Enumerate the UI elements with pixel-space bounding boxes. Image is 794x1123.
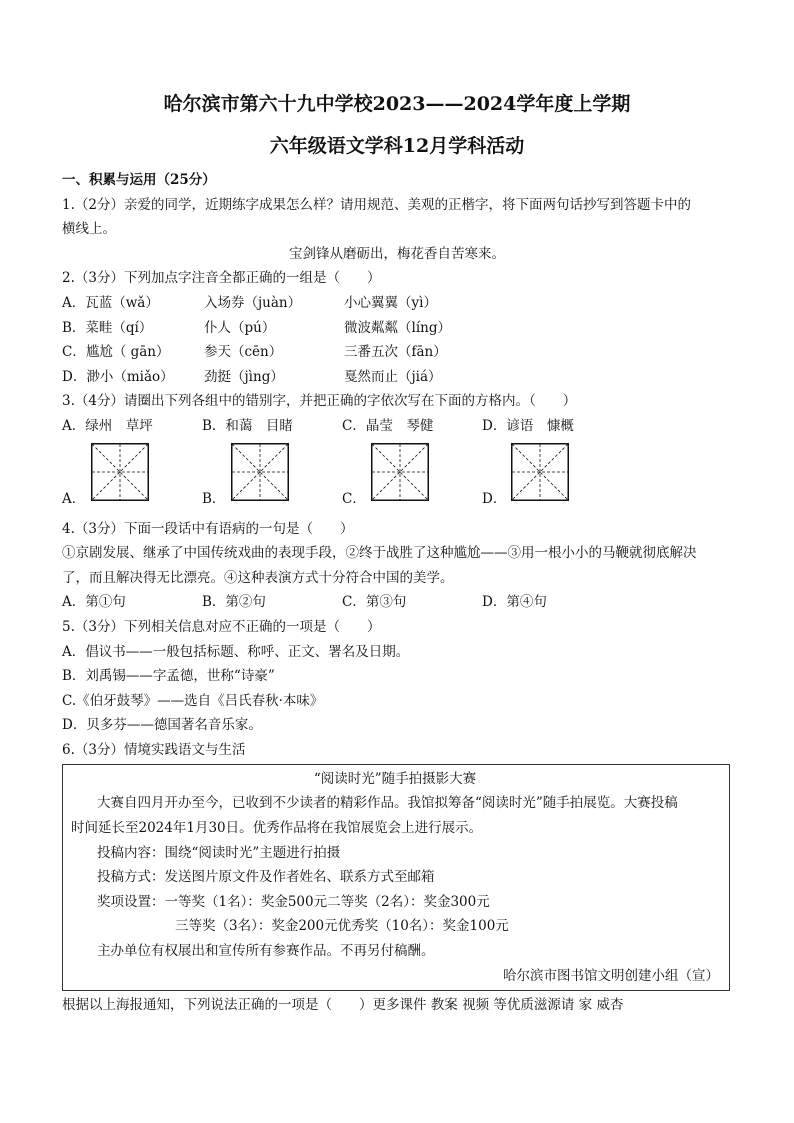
exam-title: 哈尔滨市第六十九中学校2023——2024学年度上学期 [163, 93, 631, 115]
notice-paragraph-cont: 时间延长至2024年1月30日。优秀作品将在我馆展览会上进行展示。 [71, 820, 483, 837]
q3-option-a: A．绿州 草坪 [62, 417, 153, 434]
q6-followup: 根据以上海报通知，下列说法正确的一项是（ ）更多课件 教案 视频 等优质滋源请 家 威杏 [62, 997, 624, 1014]
q3-option-d: D．谚语 慷概 [482, 417, 574, 434]
q1-stem-cont: 横线上。 [62, 221, 116, 238]
writing-grid-d[interactable] [511, 443, 569, 501]
q2-cell: 参天（cēn） [204, 344, 283, 361]
q3-option-c: C．晶莹 琴健 [342, 417, 434, 434]
q3-options [62, 414, 732, 439]
q2-row-a [62, 291, 732, 316]
q2-row-c [62, 340, 732, 365]
notice-awards: 奖项设置：一等奖（1名）：奖金500元二等奖（2名）：奖金300元 [97, 893, 490, 910]
q2-cell: 微波粼粼（líng） [344, 319, 451, 336]
q1-stem: 1.（2分）亲爱的同学，近期练字成果怎么样？请用规范、美观的正楷字，将下面两句话抄写到答题卡中的 [62, 196, 691, 213]
exam-subtitle: 六年级语文学科12月学科活动 [269, 135, 525, 157]
q4-option-c: C．第③句 [342, 594, 407, 611]
q1-quote: 宝剑锋从磨砺出，梅花香自苦寒来。 [289, 245, 505, 262]
notice-paragraph: 大赛自四月开办至今，已收到不少读者的精彩作品。我馆拟筹备“阅读时光”随手拍展览。大赛投稿 [97, 795, 678, 812]
q5-option-a: A．倡议书——一般包括标题、称呼、正文、署名及日期。 [62, 643, 410, 660]
q2-cell: D．渺小（miǎo） [62, 368, 174, 385]
exam-page [62, 92, 732, 1018]
q6-stem: 6.（3分）情境实践语文与生活 [62, 741, 246, 758]
q3-answer-grids [62, 443, 732, 511]
notice-title: “阅读时光”随手拍摄影大赛 [313, 771, 477, 788]
notice-signature: 哈尔滨市图书馆文明创建小组（宣） [503, 967, 719, 984]
q3-option-b: B．和蔼 目睹 [202, 417, 293, 434]
q2-cell: A．瓦蓝（wǎ） [62, 294, 159, 311]
writing-grid-a[interactable] [91, 443, 149, 501]
notice-method: 投稿方式：发送图片原文件及作者姓名、联系方式至邮箱 [97, 869, 435, 886]
q2-cell: 入场券（juàn） [204, 294, 302, 311]
notice-awards-cont: 三等奖（3名）：奖金200元优秀奖（10名）：奖金100元 [175, 918, 509, 935]
q2-cell: B．菜畦（qí） [62, 319, 153, 336]
section-heading: 一、积累与运用（25分） [62, 172, 216, 188]
grid-label-d: D． [482, 490, 507, 507]
q3-stem: 3.（4分）请圈出下列各组中的错别字，并把正确的字依次写在下面的方格内。（ ） [62, 393, 577, 410]
q4-stem: 4.（3分）下面一段话中有语病的一句是（ ） [62, 520, 354, 537]
q4-option-a: A．第①句 [62, 594, 126, 611]
notice-content: 投稿内容：围绕“阅读时光”主题进行拍摄 [97, 844, 341, 861]
grid-label-c: C． [342, 490, 366, 507]
q4-passage-cont: 了，而且解决得无比漂亮。④这种表演方式十分符合中国的美学。 [62, 569, 454, 586]
q2-cell: C．尴尬（ gān） [62, 344, 170, 361]
grid-label-b: B． [202, 490, 226, 507]
q2-cell: 三番五次（fān） [344, 344, 447, 361]
notice-box [62, 764, 730, 991]
q2-cell: 戛然而止（jiá） [344, 368, 442, 385]
q2-cell: 劲挺（jìng） [204, 368, 284, 385]
q5-option-c: C.《伯牙鼓琴》——选自《吕氏春秋·本味》 [62, 692, 324, 709]
q4-options [62, 590, 732, 615]
q5-option-b: B．刘禹锡——字孟德，世称“诗豪” [62, 668, 275, 685]
q4-passage: ①京剧发展、继承了中国传统戏曲的表现手段，②终于战胜了这种尴尬——③用一根小小的马鞭就彻底解决 [62, 545, 697, 562]
q5-stem: 5.（3分）下列相关信息对应不正确的一项是（ ） [62, 618, 381, 635]
writing-grid-c[interactable] [371, 443, 429, 501]
q4-option-b: B．第②句 [202, 594, 266, 611]
q5-option-d: D．贝多芬——德国著名音乐家。 [62, 717, 262, 734]
q2-stem: 2.（3分）下列加点字注音全都正确的一组是（ ） [62, 270, 381, 287]
q2-cell: 仆人（pú） [204, 319, 276, 336]
notice-rights: 主办单位有权展出和宣传所有参赛作品。不再另付稿酬。 [97, 943, 435, 960]
q2-row-d [62, 365, 732, 390]
q2-cell: 小心翼翼（yì） [344, 294, 437, 311]
writing-grid-b[interactable] [231, 443, 289, 501]
grid-label-a: A． [62, 490, 86, 507]
q2-row-b [62, 316, 732, 341]
q4-option-d: D．第④句 [482, 594, 547, 611]
